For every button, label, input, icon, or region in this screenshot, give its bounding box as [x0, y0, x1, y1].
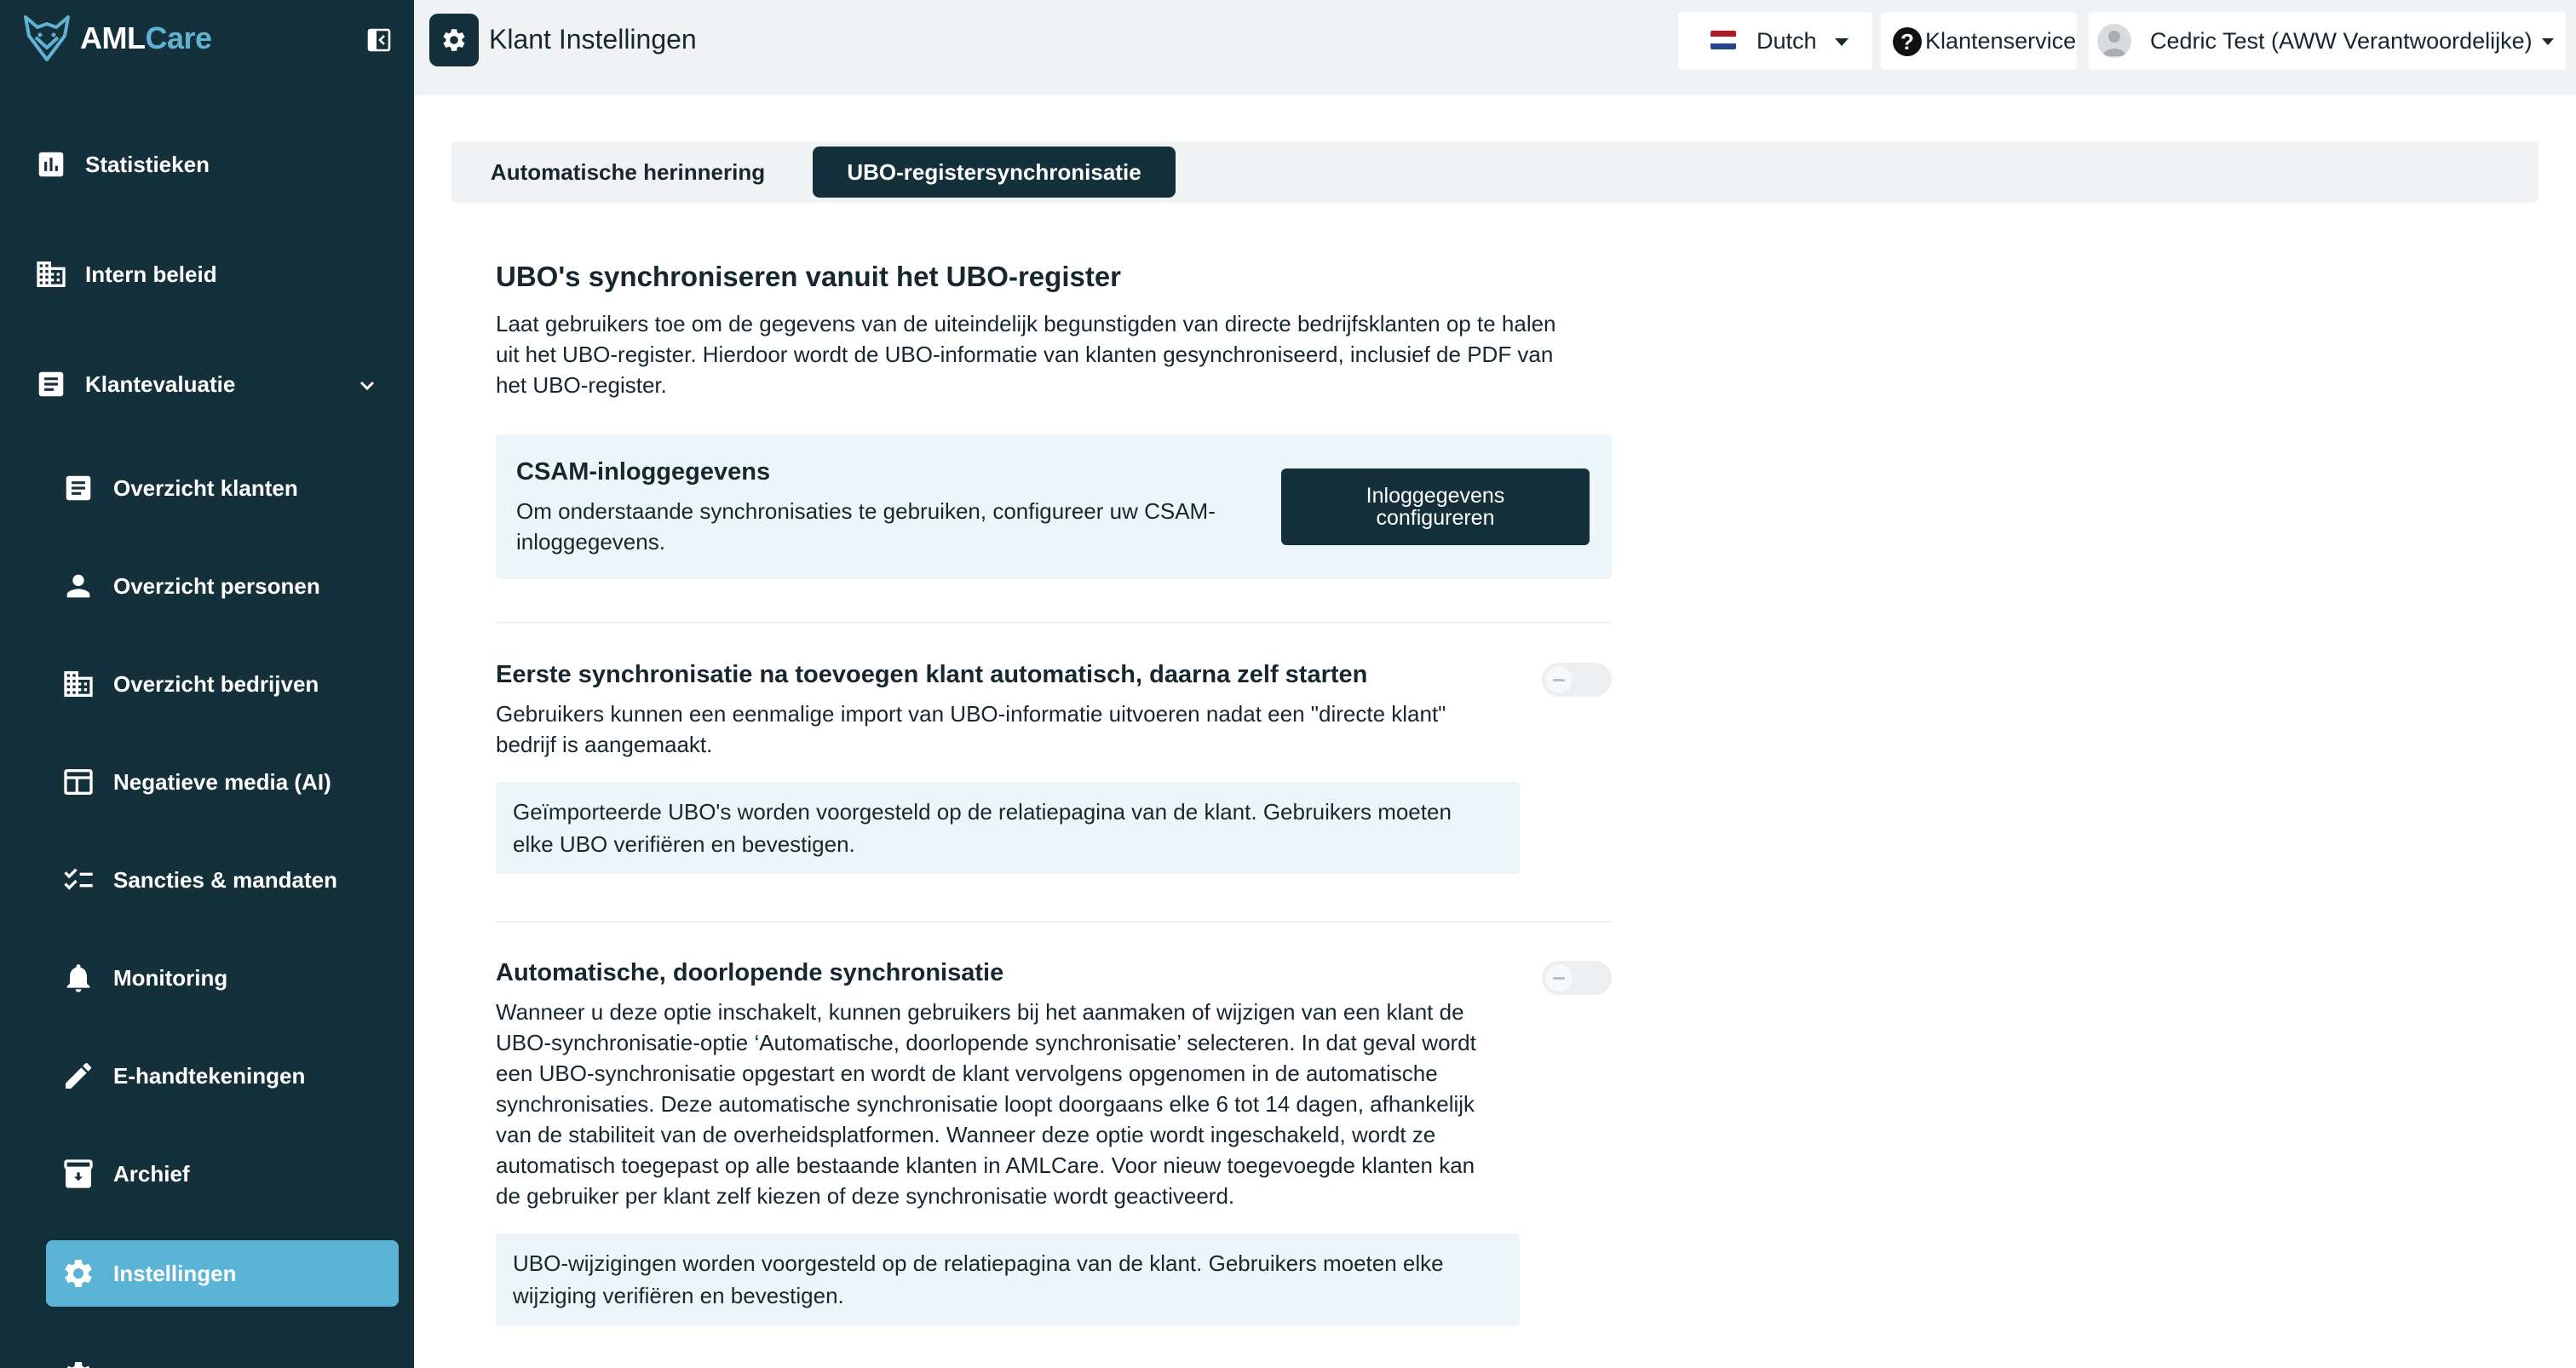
- tab-automatische-herinnering[interactable]: Automatische herinnering: [490, 158, 766, 185]
- building-icon: [34, 257, 68, 291]
- sidebar-item-archief[interactable]: [0, 1141, 414, 1207]
- continuous-sync-title: Automatische, doorlopende synchronisatie: [496, 959, 1004, 986]
- sidebar-item-label: Klantevaluatie: [85, 371, 236, 397]
- divider: [496, 622, 1612, 624]
- sidebar-item-overzicht-bedrijven[interactable]: [0, 651, 414, 717]
- brand-logo[interactable]: [19, 9, 212, 68]
- sidebar-item-label: Sancties & mandaten: [113, 866, 337, 893]
- sidebar-item-more[interactable]: [0, 1342, 414, 1368]
- language-selector[interactable]: [1678, 12, 1872, 70]
- gear-icon: [61, 1359, 95, 1368]
- building-icon: [61, 667, 95, 701]
- newspaper-icon: [61, 765, 95, 799]
- page-title: Klant Instellingen: [489, 24, 697, 55]
- sidebar-item-label: E-handtekeningen: [113, 1062, 306, 1089]
- page-title-icon: [429, 14, 479, 66]
- tab-bar: [451, 141, 2539, 203]
- sidebar-item-label: Intern beleid: [85, 261, 217, 287]
- user-name: Cedric Test (AWW Verantwoordelijke): [2150, 28, 2533, 54]
- configure-credentials-button[interactable]: Inloggegevens configureren: [1281, 468, 1590, 545]
- csam-credentials-panel: [496, 434, 1612, 579]
- fox-shield-logo-icon: [19, 10, 75, 66]
- first-sync-title: Eerste synchronisatie na toevoegen klant automatisch, daarna zelf starten: [496, 661, 1368, 688]
- gear-icon: [440, 26, 468, 54]
- sidebar-item-label: Monitoring: [113, 964, 228, 991]
- document-icon: [61, 471, 95, 505]
- sidebar-item-instellingen[interactable]: [46, 1240, 399, 1307]
- sidebar-item-label: Negatieve media (AI): [113, 768, 331, 795]
- sidebar-item-overzicht-personen[interactable]: [0, 553, 414, 619]
- person-icon: [61, 569, 95, 603]
- help-circle-icon: ?: [1893, 27, 1922, 56]
- checklist-icon: [61, 863, 95, 897]
- brand-name: AMLCare: [80, 20, 212, 55]
- sidebar-item-label: Overzicht personen: [113, 572, 320, 599]
- first-sync-description: Gebruikers kunnen een eenmalige import van UBO-informatie uitvoeren nadat een "directe klant" bedrijf is aangemaakt.: [496, 701, 1446, 757]
- customer-service-label: Klantenservice: [1925, 28, 2077, 54]
- continuous-sync-toggle[interactable]: [1542, 961, 1612, 995]
- sidebar-item-sancties-mandaten[interactable]: [0, 847, 414, 913]
- document-icon: [34, 367, 68, 401]
- sidebar-item-label: Overzicht bedrijven: [113, 670, 319, 697]
- caret-down-icon: [1835, 38, 1849, 46]
- sidebar-item-statistieken[interactable]: [0, 131, 414, 198]
- caret-down-icon: [2542, 38, 2554, 45]
- bar-chart-icon: [34, 147, 68, 181]
- sidebar-item-intern-beleid[interactable]: [0, 241, 414, 308]
- archive-icon: [61, 1157, 95, 1191]
- gear-icon: [61, 1256, 95, 1290]
- intro-text: Laat gebruikers toe om de gegevens van de uiteindelijk begunstigden van directe bedrijfsklanten op te halen uit het UBO-register. Hierdoor wordt de UBO-informatie van klanten gesynchroniseerd, inclusief de PDF van het UBO-register.: [496, 311, 1556, 398]
- language-label: Dutch: [1757, 28, 1817, 54]
- bell-icon: [61, 961, 95, 995]
- avatar: [2097, 24, 2131, 58]
- sidebar-item-label: Statistieken: [85, 151, 210, 177]
- customer-service-button[interactable]: [1881, 12, 2077, 70]
- csam-title: CSAM-inloggegevens: [516, 458, 771, 486]
- sidebar-collapse-icon[interactable]: [366, 27, 392, 53]
- top-bar: [414, 0, 2576, 95]
- divider: [496, 921, 1612, 923]
- continuous-sync-note: UBO-wijzigingen worden voorgesteld op de relatiepagina van de klant. Gebruikers moeten elke wijziging verifiëren en bevestigen.: [496, 1233, 1520, 1325]
- user-menu[interactable]: [2089, 12, 2566, 70]
- pencil-icon: [61, 1059, 95, 1093]
- sidebar-item-label: Instellingen: [113, 1260, 237, 1286]
- first-sync-note: Geïmporteerde UBO's worden voorgesteld op de relatiepagina van de klant. Gebruikers moeten elke UBO verifiëren en bevestigen.: [496, 782, 1520, 874]
- sidebar-item-klantevaluatie[interactable]: [0, 351, 414, 417]
- chevron-down-icon: [354, 373, 380, 399]
- sidebar-item-monitoring[interactable]: [0, 945, 414, 1011]
- sidebar-item-negatieve-media[interactable]: [0, 749, 414, 815]
- sidebar: [0, 0, 414, 1368]
- section-heading: UBO's synchroniseren vanuit het UBO-register: [496, 261, 1122, 292]
- csam-description: Om onderstaande synchronisaties te gebruiken, configureer uw CSAM- inloggegevens.: [516, 498, 1216, 555]
- continuous-sync-description: Wanneer u deze optie inschakelt, kunnen gebruikers bij het aanmaken of wijzigen van een klant de UBO-synchronisatie-optie ‘Automatische, doorlopende synchronisatie’ selecteren. In dat geval wordt een UBO-synchronisatie opgestart en wordt de klant vervolgens opgenomen in de automatische synchronisaties. Deze automatische synchronisatie loopt doorgaans elke 6 tot 14 dagen, afhankelijk van de stabiliteit van de overheidsplatformen. Wanneer deze optie wordt ingeschakeld, wordt ze automatisch toegepast op alle bestaande klanten in AMLCare. Voor nieuw toegevoegde klanten kan de gebruiker per klant zelf kiezen of deze synchronisatie wordt geactiveerd.: [496, 999, 1476, 1209]
- sidebar-item-label: Overzicht klanten: [113, 474, 298, 501]
- sidebar-item-e-handtekeningen[interactable]: [0, 1043, 414, 1109]
- netherlands-flag-icon: [1711, 31, 1736, 49]
- sidebar-item-overzicht-klanten[interactable]: [0, 455, 414, 521]
- tab-ubo-registersynchronisatie[interactable]: UBO-registersynchronisatie: [813, 147, 1176, 198]
- first-sync-toggle[interactable]: [1542, 663, 1612, 697]
- sidebar-item-label: Archief: [113, 1160, 190, 1187]
